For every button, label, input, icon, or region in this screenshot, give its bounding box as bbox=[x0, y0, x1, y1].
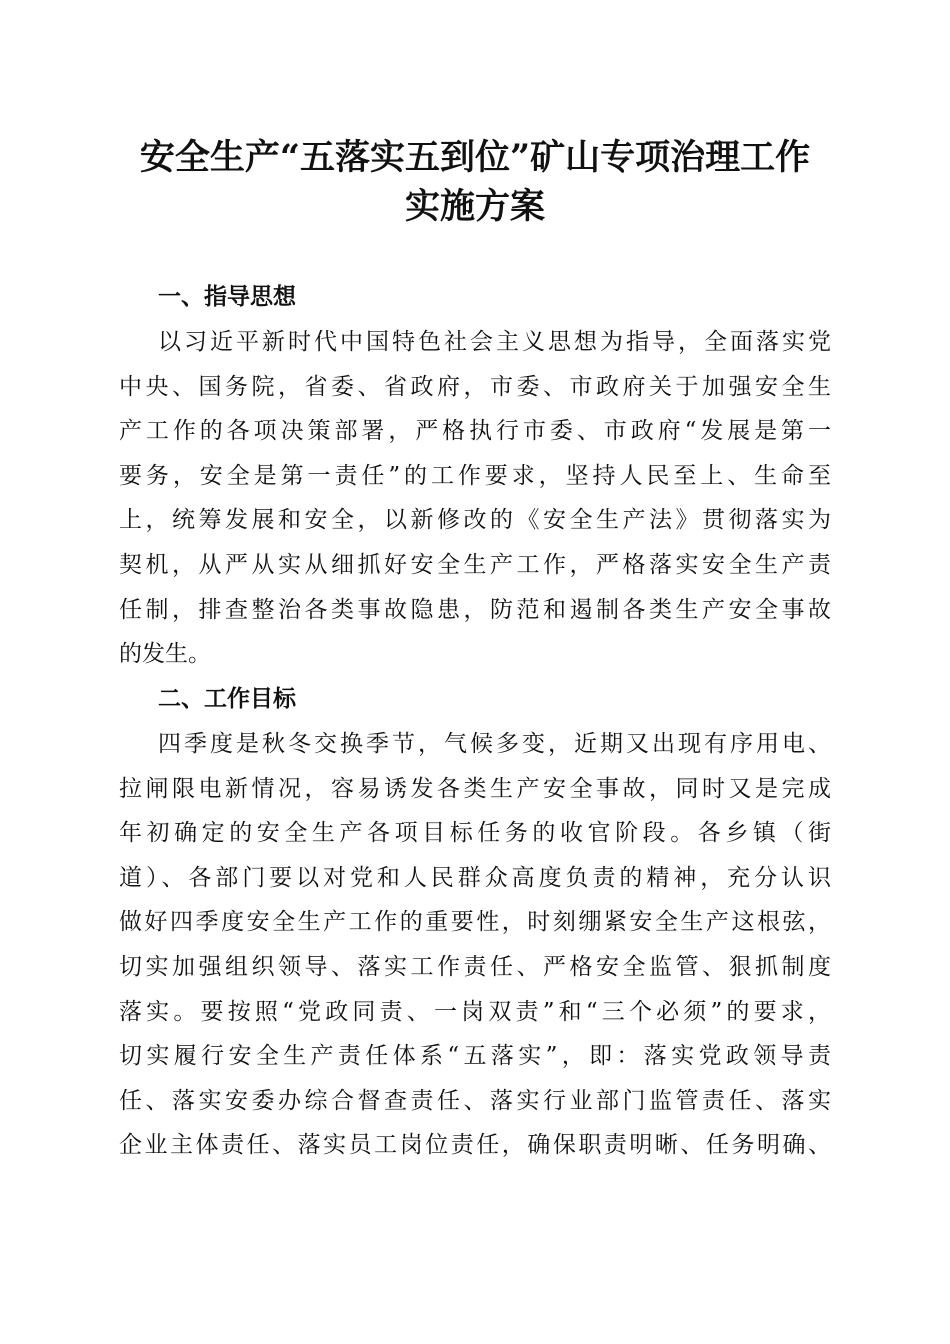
section-body-guiding-ideology bbox=[119, 320, 831, 677]
paragraph-line: 要务，安全是第一责任”的工作要求，坚持人民至上、生命至 bbox=[119, 462, 831, 489]
paragraph-line: 道）、各部门要以对党和人民群众高度负责的精神，充分认识 bbox=[119, 864, 831, 891]
paragraph-line: 上，统筹发展和安全，以新修改的《安全生产法》贯彻落实为 bbox=[119, 507, 831, 534]
paragraph-line: 年初确定的安全生产各项目标任务的收官阶段。各乡镇（街 bbox=[119, 820, 831, 847]
section-body-work-goals bbox=[119, 722, 831, 1168]
paragraph-line: 拉闸限电新情况，容易诱发各类生产安全事故，同时又是完成 bbox=[119, 775, 831, 802]
paragraph-line: 四季度是秋冬交换季节，气候多变，近期又出现有序用电、 bbox=[158, 731, 831, 757]
document-title-line-2: 实施方案 bbox=[404, 186, 545, 227]
section-heading-guiding-ideology: 一、指导思想 bbox=[158, 284, 296, 310]
paragraph-line: 以习近平新时代中国特色社会主义思想为指导，全面落实党 bbox=[158, 329, 831, 355]
paragraph-line: 切实履行安全生产责任体系“五落实”，即：落实党政领导责 bbox=[119, 1043, 831, 1070]
paragraph-line: 落实。要按照“党政同责、一岗双责”和“三个必须”的要求， bbox=[119, 998, 831, 1025]
paragraph-line: 的发生。 bbox=[119, 641, 211, 668]
section-heading-work-goals: 二、工作目标 bbox=[158, 686, 296, 712]
paragraph-line: 契机，从严从实从细抓好安全生产工作，严格落实安全生产责 bbox=[119, 551, 831, 578]
paragraph-line: 任制，排查整治各类事故隐患，防范和遏制各类生产安全事故 bbox=[119, 596, 831, 623]
paragraph-line: 任、落实安委办综合督查责任、落实行业部门监管责任、落实 bbox=[119, 1087, 831, 1114]
document-title-line-1: 安全生产“五落实五到位”矿山专项治理工作 bbox=[139, 137, 811, 178]
paragraph-line: 中央、国务院，省委、省政府，市委、市政府关于加强安全生 bbox=[119, 373, 831, 400]
paragraph-line: 产工作的各项决策部署，严格执行市委、市政府“发展是第一 bbox=[119, 418, 831, 445]
paragraph-line: 企业主体责任、落实员工岗位责任，确保职责明晰、任务明确、 bbox=[119, 1132, 831, 1159]
paragraph-line: 做好四季度安全生产工作的重要性，时刻绷紧安全生产这根弦， bbox=[119, 909, 831, 936]
paragraph-line: 切实加强组织领导、落实工作责任、严格安全监管、狠抓制度 bbox=[119, 953, 831, 980]
